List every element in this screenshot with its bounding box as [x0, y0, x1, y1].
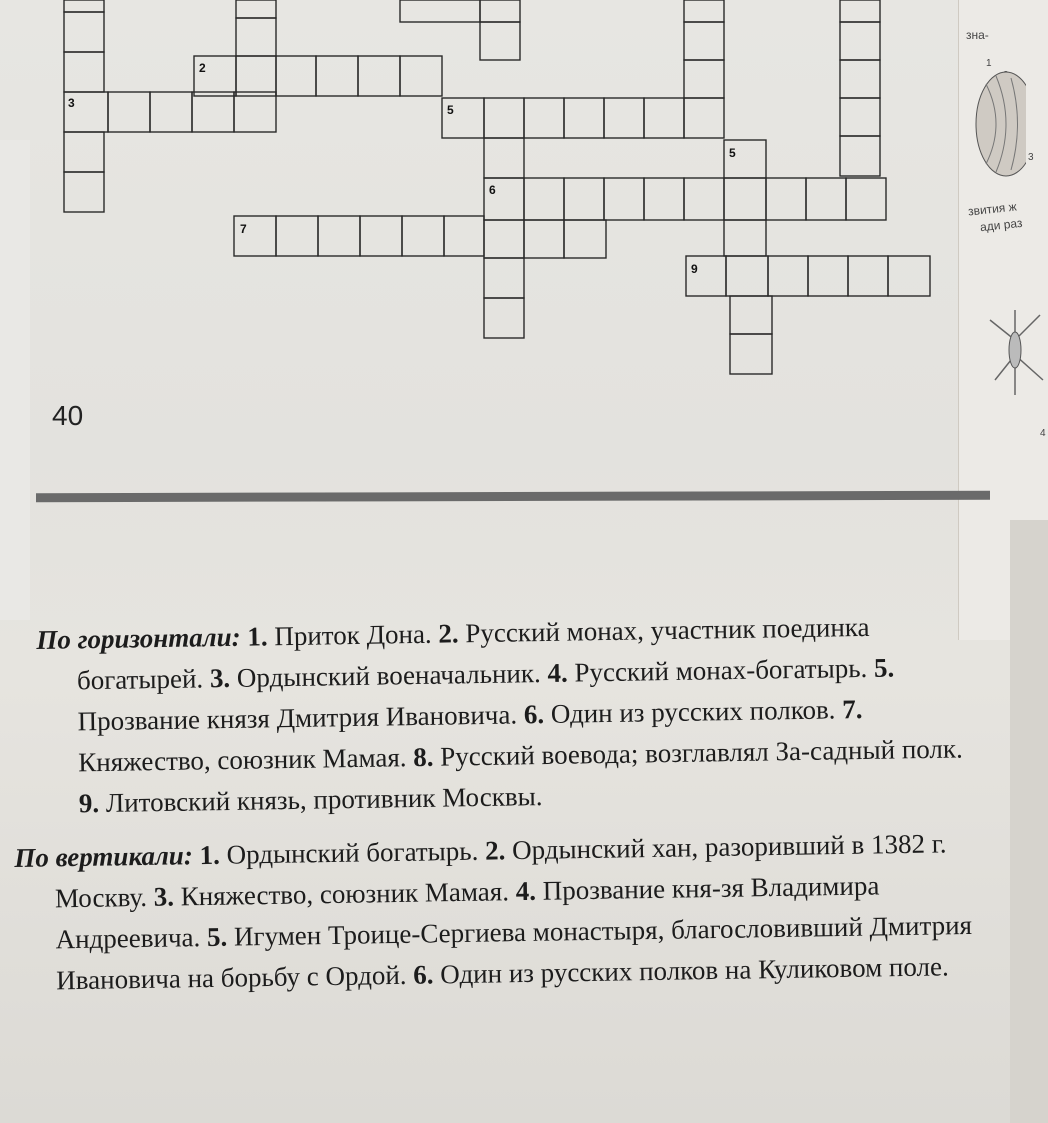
- clue-across-item: 6. Один из русских полков.: [523, 694, 836, 730]
- figure-label-3: 3: [1028, 152, 1034, 163]
- clue-down-item: 6. Один из русских полков на Куликовом поле.: [413, 951, 949, 990]
- clues-across-paragraph: [36, 605, 979, 825]
- clues-down-paragraph: [14, 823, 976, 1002]
- clue-across-item: 5. Прозвание князя Дмитрия Ивановича.: [77, 652, 895, 737]
- figure-label-1: 1: [986, 58, 992, 69]
- page-divider: [36, 491, 990, 502]
- cell-number-3: 3: [68, 96, 75, 110]
- cell-number-7: 7: [240, 222, 247, 236]
- clue-across-item: 4. Русский монах-богатырь.: [547, 652, 868, 688]
- side-text-line-1: звития ж: [967, 199, 1018, 219]
- clues-down-heading: По вертикали:: [14, 840, 194, 873]
- clue-across-item: 8. Русский воевода; возглавлял За-садный полк.: [413, 733, 963, 773]
- crossword-cells: [64, 0, 930, 374]
- clues-across-heading: По горизонтали:: [36, 621, 241, 655]
- clue-down-item: 2. Ордынский хан, разоривший в 1382 г. Москву.: [54, 828, 947, 914]
- clue-down-item: 4. Прозвание кня-зя Владимира Андреевича.: [55, 870, 880, 955]
- clues-across-section: [36, 605, 979, 825]
- clue-down-item: 3. Княжество, союзник Мамая.: [153, 876, 510, 912]
- side-text-top: зна-: [966, 28, 989, 42]
- clues-down-section: [14, 823, 976, 1002]
- clue-down-item: 5. Игумен Троице-Сергиева монастыря, благословивший Дмитрия Ивановича на борьбу с Ордой.: [56, 909, 973, 996]
- clue-across-item: 7. Княжество, союзник Мамая.: [78, 694, 863, 778]
- clue-across-item: 9. Литовский князь, противник Москвы.: [78, 781, 543, 819]
- clue-across-item: 1. Приток Дона.: [247, 618, 432, 652]
- clue-down-item: 1. Ордынский богатырь.: [199, 835, 479, 871]
- cell-number-6: 6: [489, 183, 496, 197]
- cell-number-5-down: 5: [729, 146, 736, 160]
- right-lower-sheet: [1010, 520, 1048, 1123]
- page-number: 40: [52, 400, 84, 431]
- crossword-grid: [0, 0, 1048, 400]
- clue-across-item: 3. Ордынский военачальник.: [209, 658, 541, 694]
- cell-number-2: 2: [199, 61, 206, 75]
- clue-across-item: 2. Русский монах, участник поединка богатырей.: [76, 611, 870, 696]
- cell-number-5-across: 5: [447, 103, 454, 117]
- cell-number-9: 9: [691, 262, 698, 276]
- side-text-line-2: ади раз: [979, 215, 1024, 235]
- figure-label-4: 4: [1040, 428, 1046, 439]
